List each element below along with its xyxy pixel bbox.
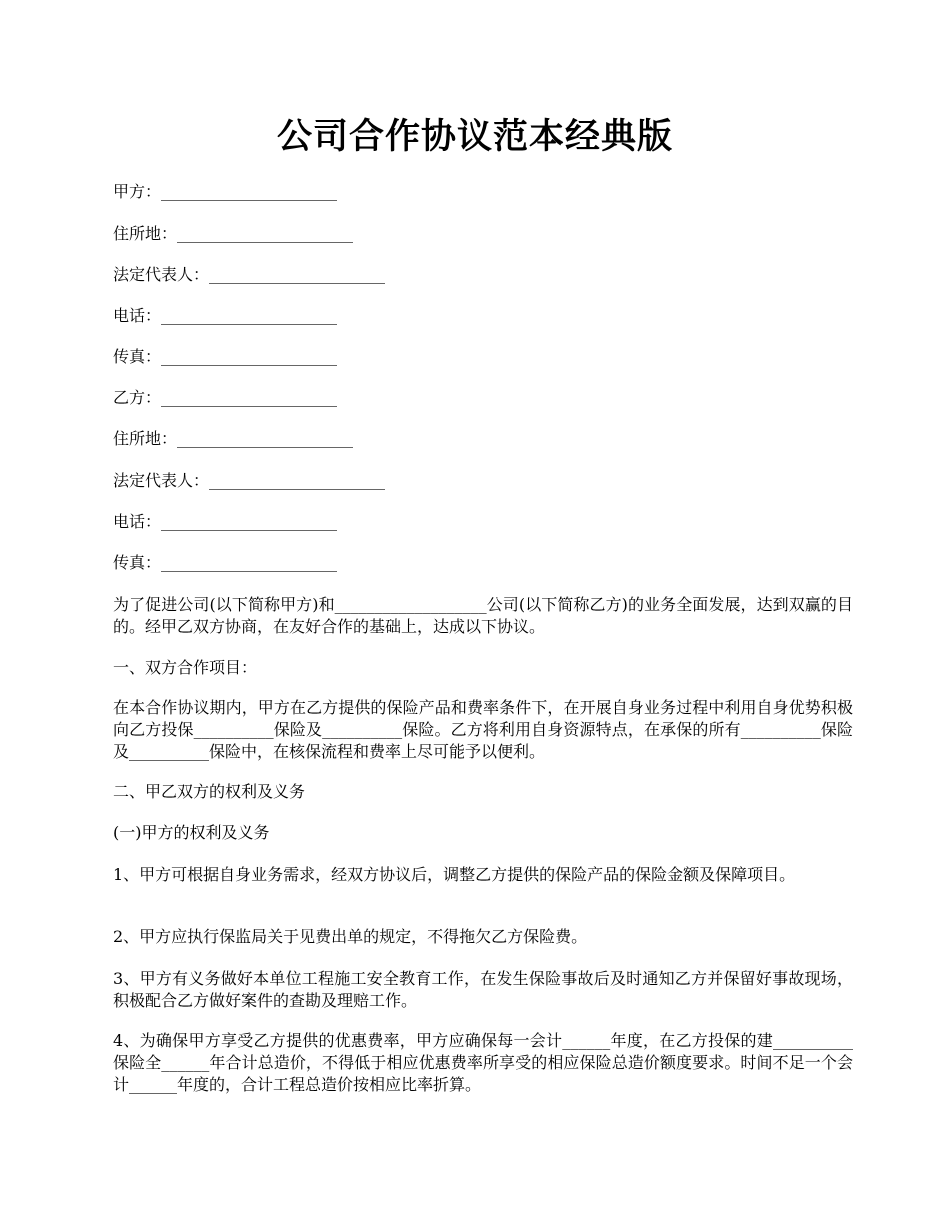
party-a-address-field: 住所地：______________________ xyxy=(113,224,354,243)
clause-4: 4、为确保甲方享受乙方提供的优惠费率，甲方应确保每一会计______年度，在乙方投保的建__________保险全______年合计总造价，不得低于相应优惠费率所享受的相应保险总造价额度要求。时间不足一个会计______年度的，合计工程总造价按相应比率折算。 xyxy=(113,1031,853,1094)
clause-1: 1、甲方可根据自身业务需求，经双方协议后，调整乙方提供的保险产品的保险金额及保障项目。 xyxy=(113,865,796,884)
section1-body: 在本合作协议期内，甲方在乙方提供的保险产品和费率条件下，在开展自身业务过程中利用自身优势积极向乙方投保__________保险及__________保险。乙方将利用自身资源特点，在承保的所有__________保险及__________保险中，在核保流程和费率上尽可能予以便利。 xyxy=(113,698,853,761)
party-a-phone-field: 电话：______________________ xyxy=(113,306,338,325)
subsection1-heading: (一)甲方的权利及义务 xyxy=(113,823,270,842)
party-b-address-field: 住所地：______________________ xyxy=(113,429,354,448)
clause-3: 3、甲方有义务做好本单位工程施工安全教育工作，在发生保险事故后及时通知乙方并保留好事故现场，积极配合乙方做好案件的查勘及理赔工作。 xyxy=(113,969,853,1010)
section1-heading: 一、双方合作项目： xyxy=(113,658,258,677)
party-b-name-field: 乙方：______________________ xyxy=(113,388,338,407)
party-b-fax-field: 传真：______________________ xyxy=(113,553,338,572)
party-b-rep-field: 法定代表人：______________________ xyxy=(113,471,386,490)
party-a-rep-field: 法定代表人：______________________ xyxy=(113,265,386,284)
intro-paragraph: 为了促进公司(以下简称甲方)和___________________公司(以下简称乙方)的业务全面发展，达到双赢的目的。经甲乙双方协商，在友好合作的基础上，达成以下协议。 xyxy=(113,595,853,636)
section2-heading: 二、甲乙双方的权利及义务 xyxy=(113,782,306,801)
document-title: 公司合作协议范本经典版 xyxy=(276,116,673,157)
party-a-fax-field: 传真：______________________ xyxy=(113,347,338,366)
party-b-phone-field: 电话：______________________ xyxy=(113,512,338,531)
party-a-name-field: 甲方：______________________ xyxy=(113,182,338,201)
clause-2: 2、甲方应执行保监局关于见费出单的规定，不得拖欠乙方保险费。 xyxy=(113,927,588,946)
